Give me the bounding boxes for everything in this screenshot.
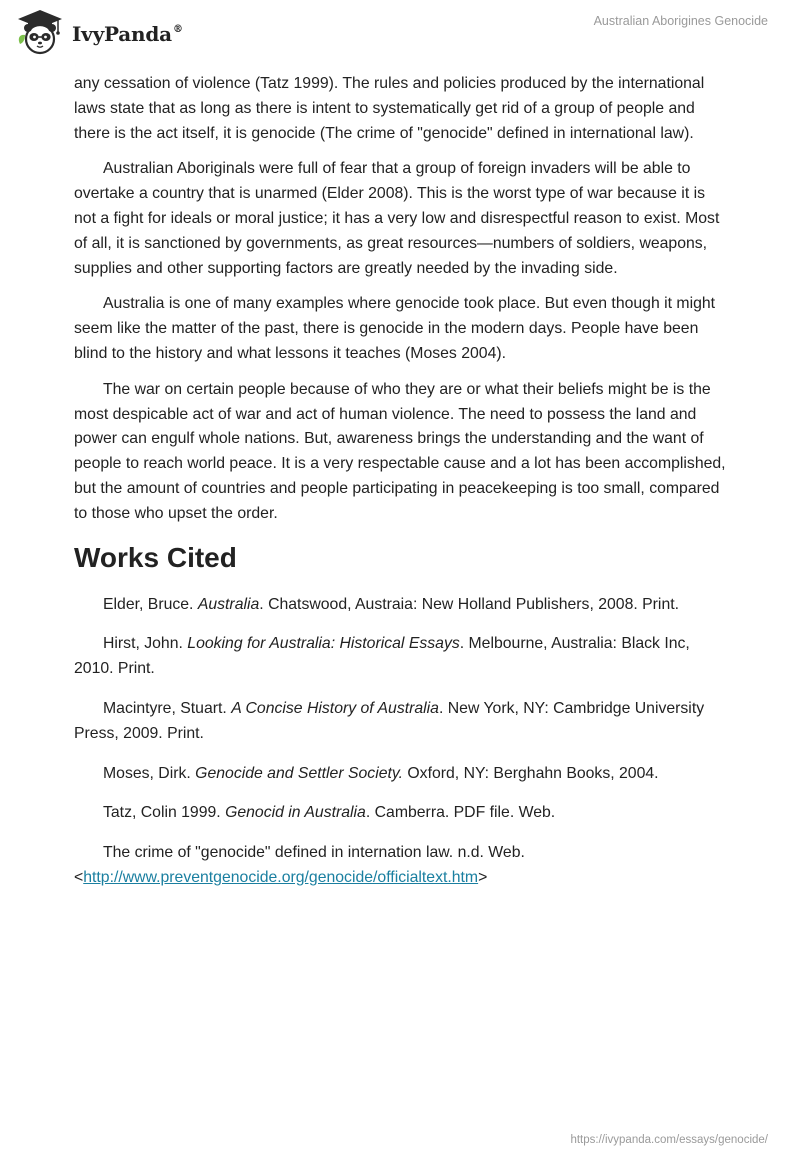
running-title: Australian Aborigines Genocide: [593, 14, 768, 28]
page-header: [0, 0, 800, 70]
citation-link[interactable]: http://www.preventgenocide.org/genocide/officialtext.htm: [83, 868, 479, 886]
citation-entry: The crime of "genocide" defined in internation law. n.d. Web. <http://www.preventgenocide.org/genocide/officialtext.htm>: [74, 844, 525, 886]
body-paragraph: The war on certain people because of who they are or what their beliefs might be is the most despicable act of war and act of human violence. The need to possess the land and power can engulf whole nations. But, awareness brings the understanding and the want of people to reach world peace. It is a very respectable cause and a lot has been accomplished, but the amount of countries and people participating in peacekeeping is too small, compared to those who upset the order.: [74, 380, 726, 522]
essay-content: [74, 72, 726, 906]
citation-entry: Macintyre, Stuart. A Concise History of Australia. New York, NY: Cambridge University Press, 2009. Print.: [74, 699, 705, 742]
citation-entry: Moses, Dirk. Genocide and Settler Society. Oxford, NY: Berghahn Books, 2004.: [103, 764, 659, 782]
ivypanda-logo[interactable]: [14, 8, 183, 56]
works-cited-heading: Works Cited: [74, 541, 237, 573]
body-paragraph: Australian Aboriginals were full of fear that a group of foreign invaders will be able to overtake a country that is unarmed (Elder 2008). This is the worst type of war because it is not a fight for ideals or moral justice; it has a very low and disrespectful reason to exist. Most of all, it is sanctioned by governments, as great resources—numbers of soldiers, weapons, supplies and other supporting factors are greatly needed by the invading side.: [74, 160, 720, 277]
logo-text: IvyPanda®: [72, 22, 183, 46]
citation-entry: Elder, Bruce. Australia. Chatswood, Austraia: New Holland Publishers, 2008. Print.: [103, 595, 680, 613]
body-paragraph: any cessation of violence (Tatz 1999). The rules and policies produced by the international laws state that as long as there is intent to systematically get rid of a group of people and there is the act itself, it is genocide (The crime of "genocide" defined in international law).: [74, 75, 705, 142]
citation-entry: Tatz, Colin 1999. Genocid in Australia. Camberra. PDF file. Web.: [103, 804, 556, 822]
footer-url[interactable]: https://ivypanda.com/essays/genocide/: [570, 1134, 768, 1146]
body-paragraph: Australia is one of many examples where genocide took place. But even though it might seem like the matter of the past, there is genocide in the modern days. People have been blind to the history and what lessons it teaches (Moses 2004).: [74, 295, 716, 362]
panda-graduate-icon: [14, 8, 66, 56]
citation-entry: Hirst, John. Looking for Australia: Historical Essays. Melbourne, Australia: Black Inc, 2010. Print.: [74, 635, 690, 678]
